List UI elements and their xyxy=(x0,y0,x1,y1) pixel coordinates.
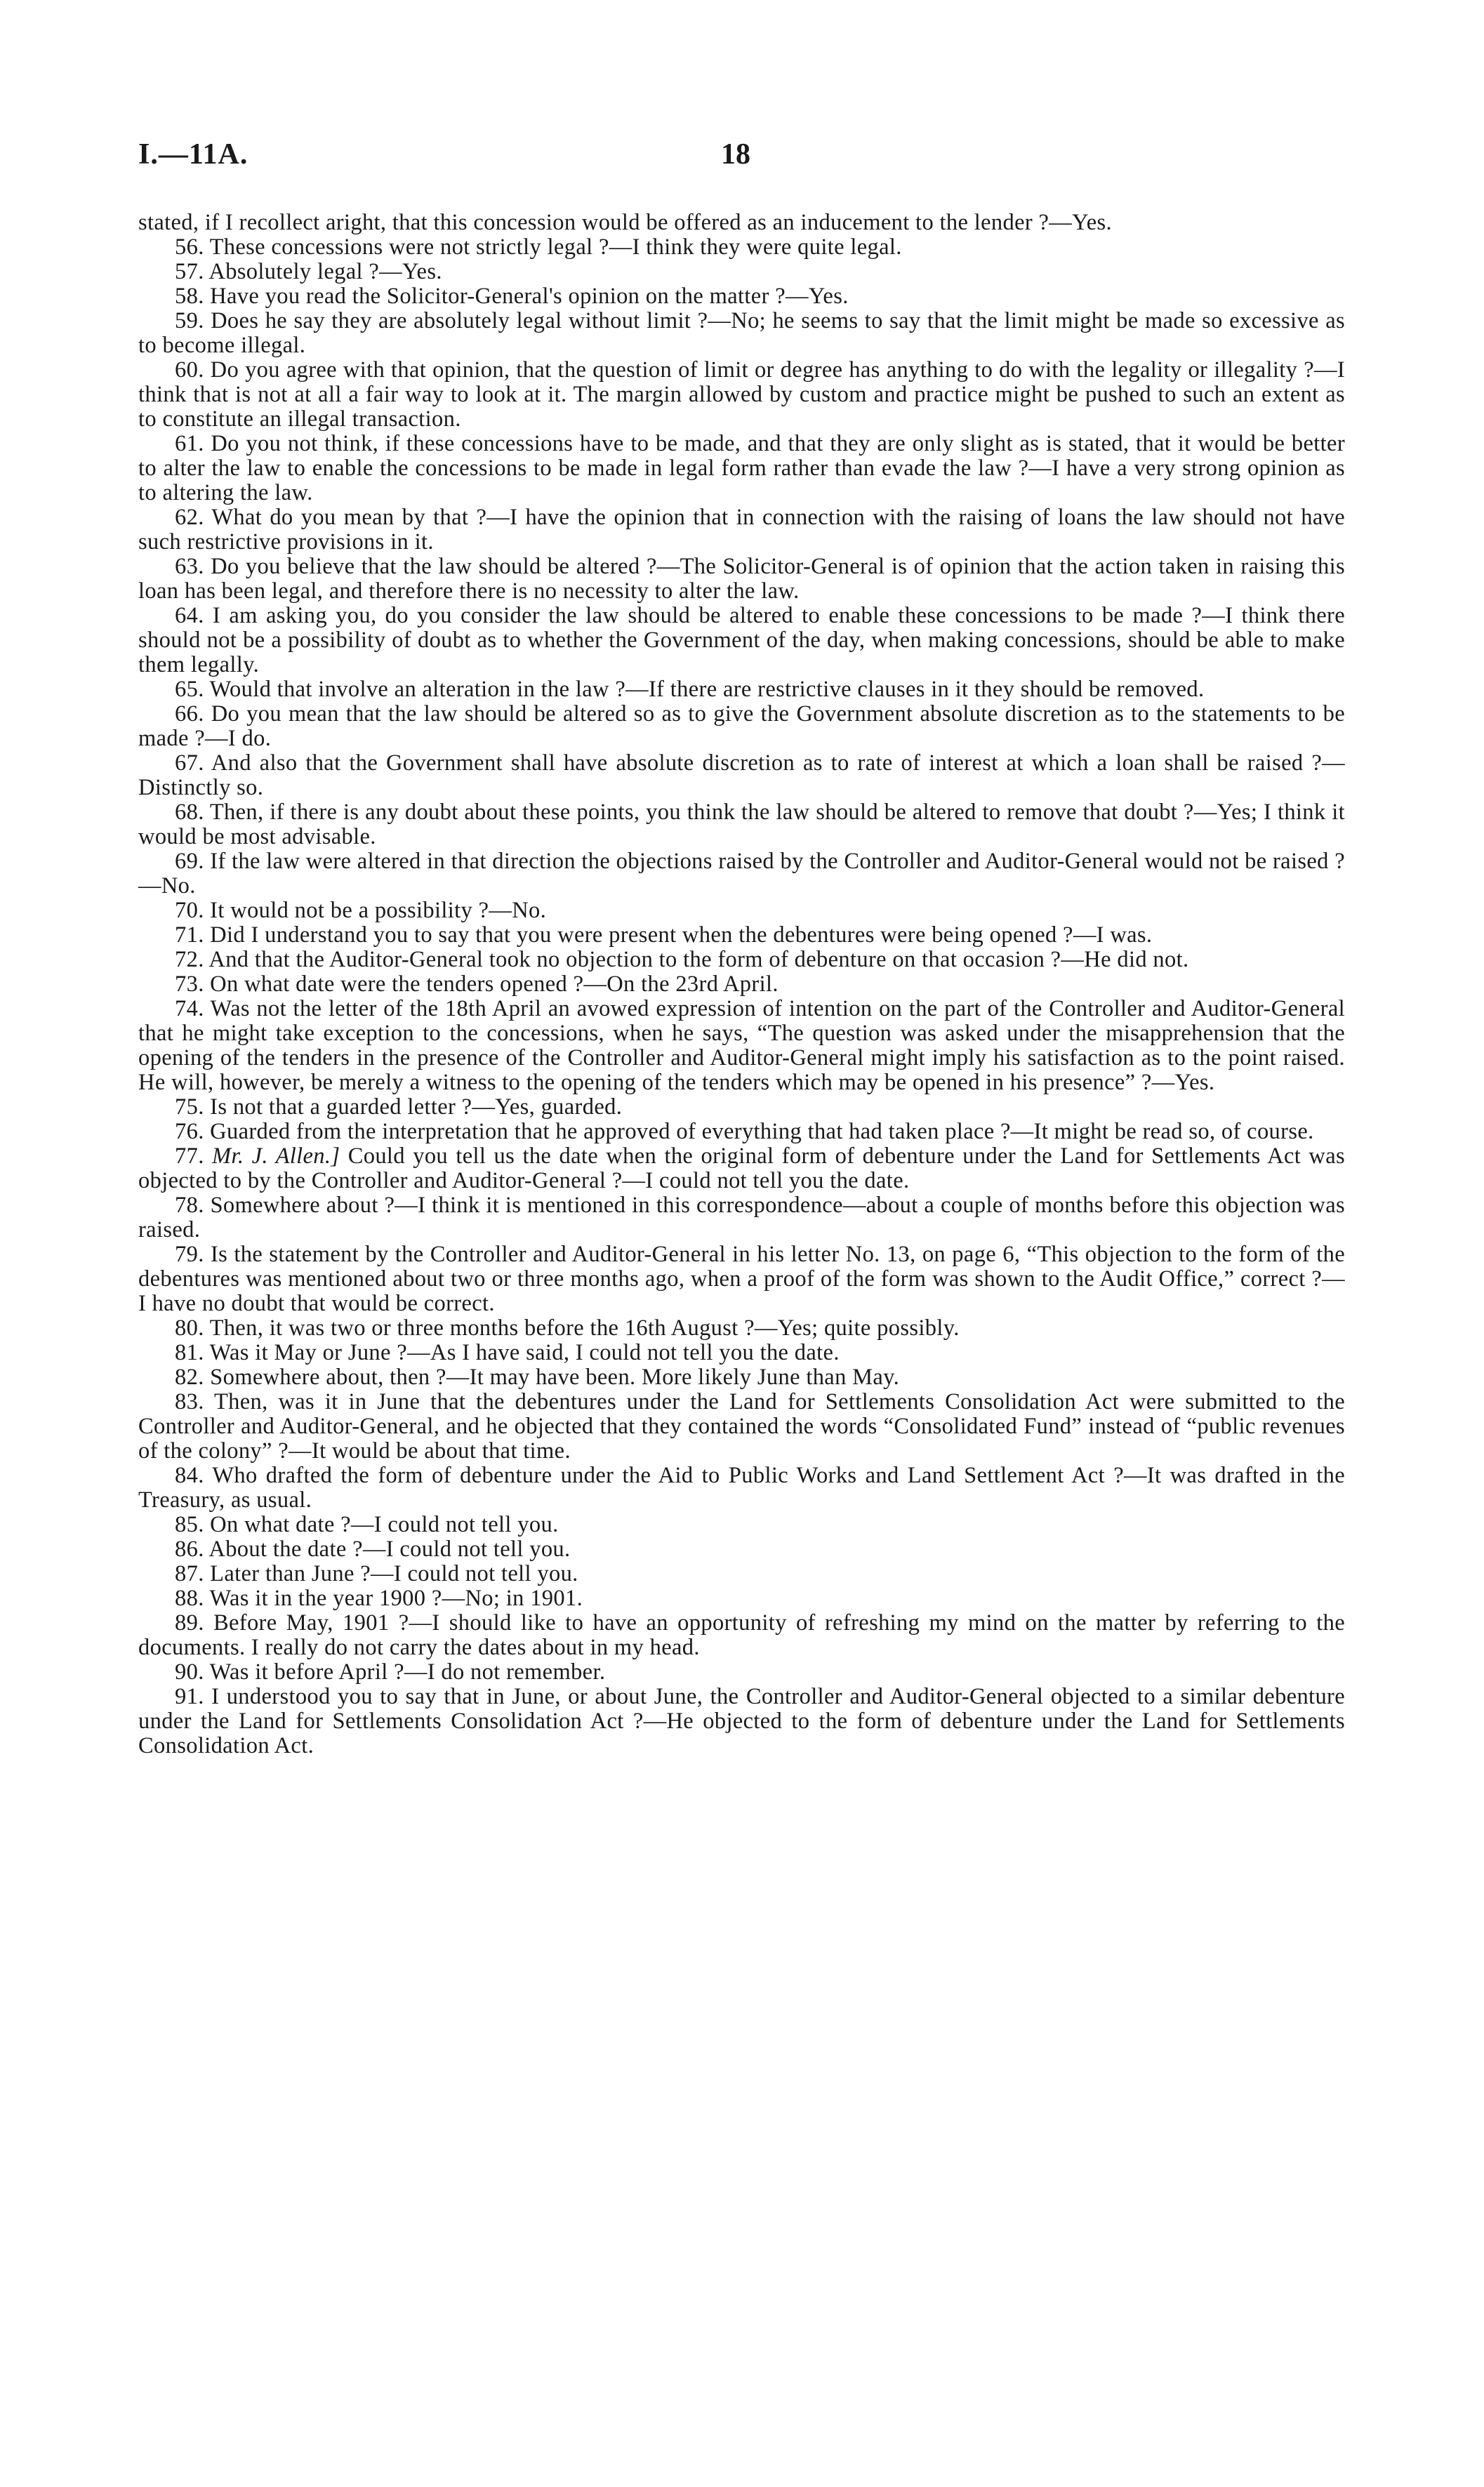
paragraph-text: On what date were the tenders opened ?—On the 23rd April. xyxy=(210,971,779,997)
question-number: 63. xyxy=(175,554,204,579)
question-number: 57. xyxy=(175,259,204,284)
document-body xyxy=(138,211,1345,1758)
paragraph-text: Was it before April ?—I do not remember. xyxy=(209,1659,606,1685)
paragraph-text: Do you believe that the law should be altered ?—The Solicitor-General is of opinion that the action taken in raising this loan has been legal, and therefore there is no necessity to alter the law. xyxy=(138,554,1345,604)
question-number: 76. xyxy=(175,1119,204,1144)
question-number: 78. xyxy=(175,1193,204,1218)
question-number: 66. xyxy=(175,701,204,727)
question-number: 69. xyxy=(175,849,204,874)
paragraph-text: Later than June ?—I could not tell you. xyxy=(210,1561,578,1586)
testimony-paragraph xyxy=(138,260,1345,284)
question-number: 87. xyxy=(175,1561,204,1586)
testimony-paragraph xyxy=(138,972,1345,997)
paragraph-text: About the date ?—I could not tell you. xyxy=(208,1537,571,1562)
testimony-paragraph xyxy=(138,1095,1345,1120)
testimony-paragraph xyxy=(138,1464,1345,1513)
paragraph-text: I understood you to say that in June, or about June, the Controller and Auditor-General objected to a similar debenture under the Land for Settlements Consolidation Act ?—He objected to the form of debenture under the Land for Settlements Consolidation Act. xyxy=(138,1684,1345,1758)
question-number: 71. xyxy=(175,922,204,948)
question-number: 86. xyxy=(175,1537,204,1562)
paragraph-text: Do you agree with that opinion, that the question of limit or degree has anything to do with the legality or illegality ?—I think that is not at all a fair way to look at it. The margin allowed by custom and practice might be pushed to such an extent as to constitute an illegal transaction. xyxy=(138,357,1345,432)
testimony-paragraph xyxy=(138,702,1345,751)
paragraph-text: What do you mean by that ?—I have the opinion that in connection with the raising of loans the law should not have such restrictive provisions in it. xyxy=(138,505,1346,555)
question-number: 89. xyxy=(175,1610,204,1636)
question-number: 80. xyxy=(175,1315,204,1341)
question-number: 62. xyxy=(175,505,204,530)
question-number: 64. xyxy=(175,603,204,628)
paragraph-text: If the law were altered in that direction the objections raised by the Controller and Auditor-General would not be raised ?—No. xyxy=(138,849,1345,898)
question-number: 56. xyxy=(175,234,204,260)
question-number: 82. xyxy=(175,1365,204,1390)
paragraph-text: Would that involve an alteration in the law ?—If there are restrictive clauses in it they should be removed. xyxy=(209,677,1205,702)
paragraph-text: Somewhere about, then ?—It may have been. More likely June than May. xyxy=(210,1365,900,1390)
paragraph-text: Do you mean that the law should be altered so as to give the Government absolute discretion as to the statements to be made ?—I do. xyxy=(138,701,1345,751)
testimony-paragraph xyxy=(138,505,1345,555)
testimony-paragraph xyxy=(138,1562,1345,1586)
paragraph-text: stated, if I recollect aright, that this concession would be offered as an inducement to the lender ?—Yes. xyxy=(138,210,1112,235)
paragraph-text: These concessions were not strictly legal ?—I think they were quite legal. xyxy=(209,234,902,260)
question-number: 90. xyxy=(175,1659,204,1685)
testimony-paragraph xyxy=(138,358,1345,432)
continued-paragraph xyxy=(138,211,1345,235)
testimony-paragraph xyxy=(138,677,1345,702)
paragraph-text: Was it May or June ?—As I have said, I could not tell you the date. xyxy=(209,1340,840,1365)
question-number: 74. xyxy=(175,996,204,1021)
testimony-paragraph xyxy=(138,1365,1345,1390)
question-number: 88. xyxy=(175,1586,204,1611)
question-number: 77. xyxy=(175,1143,204,1169)
paragraph-text: Before May, 1901 ?—I should like to have an opportunity of refreshing my mind on the matter by referring to the documents. I really do not carry the dates about in my head. xyxy=(138,1610,1345,1660)
paragraph-text: And that the Auditor-General took no objection to the form of debenture on that occasion ?—He did not. xyxy=(208,947,1189,972)
question-number: 91. xyxy=(175,1684,204,1709)
question-number: 79. xyxy=(175,1242,204,1267)
paragraph-text: Guarded from the interpretation that he approved of everything that had taken place ?—It might be read so, of course. xyxy=(210,1119,1314,1144)
question-number: 59. xyxy=(175,308,204,333)
paragraph-text: Was not the letter of the 18th April an avowed expression of intention on the part of the Controller and Auditor-General that he might take exception to the concessions, when he says, “The question was asked under the misapprehension that the opening of the tenders in the presence of the Controller and Auditor-General might imply his satisfaction as to the point raised. He will, however, be merely a witness to the opening of the tenders which may be opened in his presence” ?—Yes. xyxy=(138,996,1346,1095)
paragraph-text: I am asking you, do you consider the law should be altered to enable these concessions to be made ?—I think there should not be a possibility of doubt as to whether the Government of the day, when making concessions, should be able to make them legally. xyxy=(138,603,1345,677)
document-reference: I.—11A. xyxy=(138,138,249,171)
question-number: 68. xyxy=(175,800,204,825)
paragraph-text: Did I understand you to say that you were present when the debentures were being opened ?—I was. xyxy=(210,922,1153,948)
testimony-paragraph xyxy=(138,1242,1345,1316)
testimony-paragraph xyxy=(138,1390,1345,1464)
testimony-paragraph xyxy=(138,1316,1345,1341)
paragraph-text: Have you read the Solicitor-General's opinion on the matter ?—Yes. xyxy=(210,284,849,309)
paragraph-text: Could you tell us the date when the original form of debenture under the Land for Settlements Act was objected to by the Controller and Auditor-General ?—I could not tell you the date. xyxy=(138,1143,1345,1193)
page-number: 18 xyxy=(721,138,750,171)
paragraph-text: Was it in the year 1900 ?—No; in 1901. xyxy=(209,1586,583,1611)
paragraph-text: Who drafted the form of debenture under the Aid to Public Works and Land Settlement Act ?—It was drafted in the Treasury, as usual. xyxy=(138,1463,1346,1513)
testimony-paragraph xyxy=(138,1685,1345,1758)
testimony-paragraph xyxy=(138,1513,1345,1537)
testimony-paragraph xyxy=(138,923,1345,948)
testimony-paragraph xyxy=(138,1144,1345,1193)
testimony-paragraph xyxy=(138,1537,1345,1562)
question-number: 61. xyxy=(175,431,204,456)
testimony-paragraph xyxy=(138,235,1345,260)
testimony-paragraph xyxy=(138,948,1345,972)
testimony-paragraph xyxy=(138,555,1345,604)
question-number: 67. xyxy=(175,750,204,776)
paragraph-text: Do you not think, if these concessions have to be made, and that they are only slight as is stated, that it would be better to alter the law to enable the concessions to be made in legal form rather than evade the law ?—I have a very strong opinion as to altering the law. xyxy=(138,431,1345,505)
paragraph-text: Does he say they are absolutely legal without limit ?—No; he seems to say that the limit might be made so excessive as to become illegal. xyxy=(138,308,1345,358)
testimony-paragraph xyxy=(138,604,1345,677)
question-number: 81. xyxy=(175,1340,204,1365)
testimony-paragraph xyxy=(138,1120,1345,1144)
paragraph-text: Is the statement by the Controller and Auditor-General in his letter No. 13, on page 6, “This objection to the form of the debentures was mentioned about two or three months ago, when a proof of the form was shown to the Audit Office,” correct ?—I have no doubt that would be correct. xyxy=(138,1242,1345,1316)
question-number: 58. xyxy=(175,284,204,309)
paragraph-text: And also that the Government shall have absolute discretion as to rate of interest at which a loan shall be raised ?—Distinctly so. xyxy=(138,750,1345,800)
testimony-paragraph xyxy=(138,1586,1345,1611)
question-number: 60. xyxy=(175,357,204,383)
paragraph-text: Then, it was two or three months before the 16th August ?—Yes; quite possibly. xyxy=(209,1315,960,1341)
speaker-name: Mr. J. Allen.] xyxy=(212,1143,340,1169)
paragraph-text: On what date ?—I could not tell you. xyxy=(210,1512,559,1537)
testimony-paragraph xyxy=(138,284,1345,309)
testimony-paragraph xyxy=(138,997,1345,1095)
testimony-paragraph xyxy=(138,898,1345,923)
paragraph-text: Is not that a guarded letter ?—Yes, guarded. xyxy=(210,1094,623,1120)
question-number: 83. xyxy=(175,1389,204,1414)
testimony-paragraph xyxy=(138,309,1345,358)
testimony-paragraph xyxy=(138,800,1345,849)
question-number: 65. xyxy=(175,677,204,702)
testimony-paragraph xyxy=(138,1660,1345,1685)
question-number: 73. xyxy=(175,971,204,997)
paragraph-text: Somewhere about ?—I think it is mentioned in this correspondence—about a couple of months before this objection was raised. xyxy=(138,1193,1345,1242)
testimony-paragraph xyxy=(138,1193,1345,1242)
testimony-paragraph xyxy=(138,1611,1345,1660)
paragraph-text: Then, was it in June that the debentures under the Land for Settlements Consolidation Act were submitted to the Controller and Auditor-General, and he objected that they contained the words “Consolidated Fund” instead of “public revenues of the colony” ?—It would be about that time. xyxy=(138,1389,1346,1464)
testimony-paragraph xyxy=(138,751,1345,800)
question-number: 70. xyxy=(175,898,204,923)
question-number: 72. xyxy=(175,947,204,972)
question-number: 84. xyxy=(175,1463,204,1488)
testimony-paragraph xyxy=(138,432,1345,505)
testimony-paragraph xyxy=(138,849,1345,898)
question-number: 75. xyxy=(175,1094,204,1120)
paragraph-text: Absolutely legal ?—Yes. xyxy=(208,259,442,284)
testimony-paragraph xyxy=(138,1341,1345,1365)
question-number: 85. xyxy=(175,1512,204,1537)
page-header xyxy=(138,138,1345,173)
paragraph-text: It would not be a possibility ?—No. xyxy=(210,898,547,923)
paragraph-text: Then, if there is any doubt about these points, you think the law should be altered to remove that doubt ?—Yes; I think it would be most advisable. xyxy=(138,800,1346,849)
